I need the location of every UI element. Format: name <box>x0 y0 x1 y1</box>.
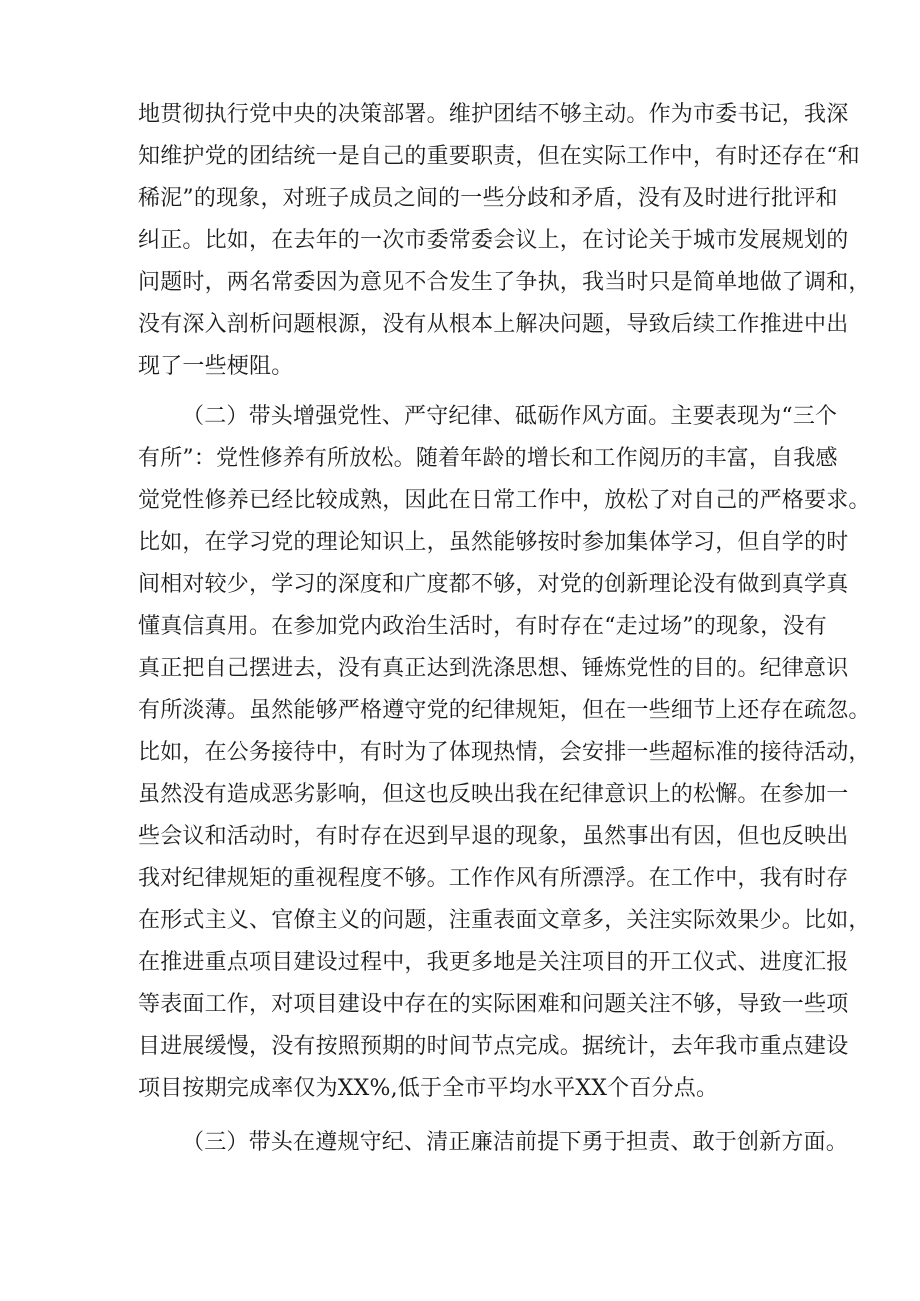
text-line: 目进展缓慢，没有按照预期的时间节点完成。据统计，去年我市重点建设 <box>138 1034 849 1059</box>
text-line: 懂真信真用。在参加党内政治生活时，有时存在“走过场”的现象，没有 <box>138 614 827 639</box>
paragraph-3 <box>138 1122 849 1164</box>
text-line: 稀泥”的现象，对班子成员之间的一些分歧和矛盾，没有及时进行批评和 <box>138 186 838 211</box>
text-line: 真正把自己摆进去，没有真正达到洗涤思想、锤炼党性的目的。纪律意识 <box>138 656 849 681</box>
text-line: 在形式主义、官僚主义的问题，注重表面文章多，关注实际效果少。比如， <box>138 908 871 933</box>
text-line: 间相对较少，学习的深度和广度都不够，对党的创新理论没有做到真学真 <box>138 572 849 597</box>
text-line: 项目按期完成率仅为XX%,低于全市平均水平XX个百分点。 <box>138 1076 719 1101</box>
text-line: 比如，在公务接待中，有时为了体现热情，会安排一些超标准的接待活动， <box>138 740 871 765</box>
text-line: 地贯彻执行党中央的决策部署。维护团结不够主动。作为市委书记，我深 <box>138 102 849 127</box>
text-line: 有所淡薄。虽然能够严格遵守党的纪律规矩，但在一些细节上还存在疏忽。 <box>138 698 871 723</box>
text-line: 现了一些梗阻。 <box>138 354 294 379</box>
text-line: 没有深入剖析问题根源，没有从根本上解决问题，导致后续工作推进中出 <box>138 312 849 337</box>
text-line: 问题时，两名常委因为意见不合发生了争执，我当时只是简单地做了调和， <box>138 270 871 295</box>
text-line: （二）带头增强党性、严守纪律、砥砺作风方面。主要表现为“三个 <box>182 404 838 429</box>
paragraph-1 <box>138 94 871 388</box>
text-line: 在推进重点项目建设过程中，我更多地是关注项目的开工仪式、进度汇报 <box>138 950 849 975</box>
text-line: 我对纪律规矩的重视程度不够。工作作风有所漂浮。在工作中，我有时存 <box>138 866 849 891</box>
text-line: 些会议和活动时，有时存在迟到早退的现象，虽然事出有因，但也反映出 <box>138 824 849 849</box>
text-line: 觉党性修养已经比较成熟，因此在日常工作中，放松了对自己的严格要求。 <box>138 488 871 513</box>
text-line: 有所”：党性修养有所放松。随着年龄的增长和工作阅历的丰富，自我感 <box>138 446 838 471</box>
text-line: 等表面工作，对项目建设中存在的实际困难和问题关注不够，导致一些项 <box>138 992 849 1017</box>
text-line: 虽然没有造成恶劣影响，但这也反映出我在纪律意识上的松懈。在参加一 <box>138 782 849 807</box>
paragraph-2 <box>138 396 871 1110</box>
text-line: （三）带头在遵规守纪、清正廉洁前提下勇于担责、敢于创新方面。 <box>182 1130 849 1155</box>
text-line: 知维护党的团结统一是自己的重要职责，但在实际工作中，有时还存在“和 <box>138 144 860 169</box>
text-line: 比如，在学习党的理论知识上，虽然能够按时参加集体学习，但自学的时 <box>138 530 849 555</box>
text-line: 纠正。比如，在去年的一次市委常委会议上，在讨论关于城市发展规划的 <box>138 228 849 253</box>
